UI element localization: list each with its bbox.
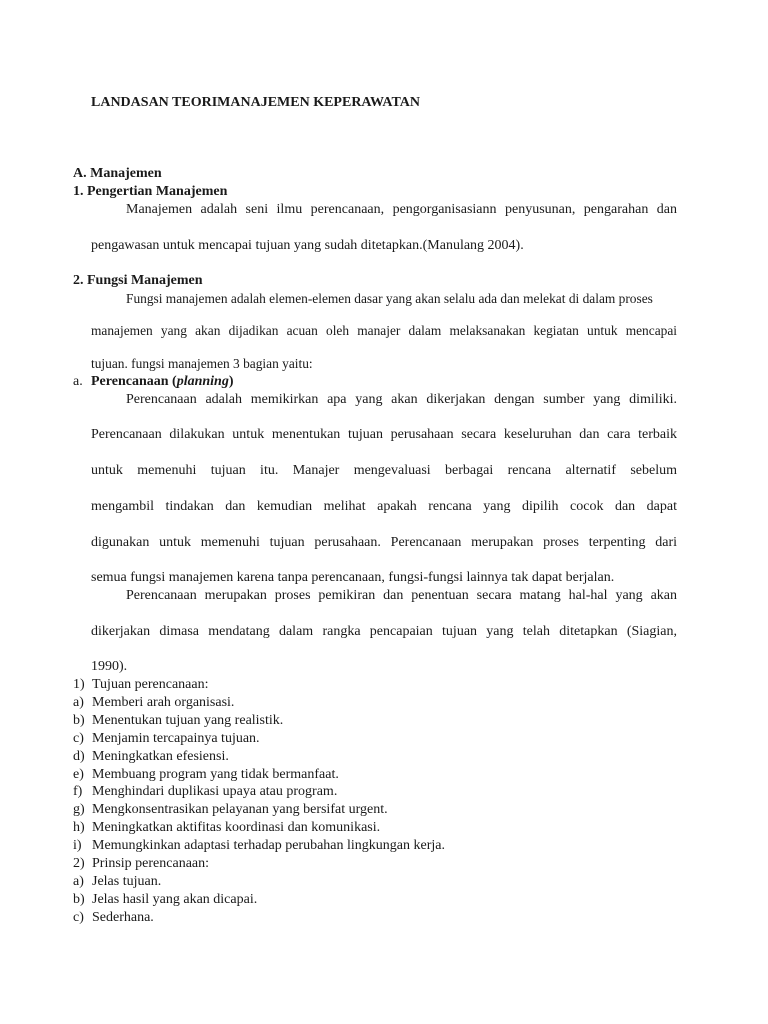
- paragraph-4-line-3: 1990).: [91, 659, 128, 674]
- subheading-1: 1. Pengertian Manajemen: [73, 184, 228, 199]
- document-title: LANDASAN TEORIMANAJEMEN KEPERAWATAN: [91, 95, 421, 110]
- paragraph-3-line-4: mengambil tindakan dan kemudian melihat apakah rencana yang dipilih cocok dan dapat: [91, 499, 677, 514]
- list-item-text: Jelas hasil yang akan dicapai.: [92, 892, 258, 907]
- list-item-label: 2): [73, 856, 85, 871]
- item-a-title: [91, 373, 234, 391]
- item-a-title-italic: planning: [176, 374, 229, 389]
- list-item-text: Memungkinkan adaptasi terhadap perubahan lingkungan kerja.: [92, 838, 445, 853]
- list-item-text: Menghindari duplikasi upaya atau program.: [92, 784, 338, 799]
- paragraph-3-line-3: untuk memenuhi tujuan itu. Manajer mengevaluasi berbagai rencana alternatif sebelum: [91, 463, 677, 478]
- list-item-text: Meningkatkan efesiensi.: [92, 749, 229, 764]
- item-a-label: a.: [73, 374, 83, 389]
- subheading-2: 2. Fungsi Manajemen: [73, 273, 203, 288]
- list-item-text: Memberi arah organisasi.: [92, 695, 235, 710]
- list-item-label: c): [73, 731, 84, 746]
- list-item-text: Jelas tujuan.: [92, 874, 162, 889]
- list-item-label: g): [73, 802, 85, 817]
- section-heading-a: A. Manajemen: [73, 166, 162, 181]
- paragraph-2-line-1: Fungsi manajemen adalah elemen-elemen dasar yang akan selalu ada dan melekat di dalam proses: [126, 291, 653, 306]
- list-item-text: Membuang program yang tidak bermanfaat.: [92, 767, 339, 782]
- list-item-text: Sederhana.: [92, 910, 154, 925]
- item-a-title-text: Perencanaan (: [91, 374, 177, 389]
- paragraph-3-line-6: semua fungsi manajemen karena tanpa perencanaan, fungsi-fungsi lainnya tak dapat berjalan.: [91, 570, 615, 585]
- paragraph-3-line-1: Perencanaan adalah memikirkan apa yang akan dikerjakan dengan sumber yang dimiliki.: [126, 392, 677, 407]
- paragraph-1-line-2: pengawasan untuk mencapai tujuan yang sudah ditetapkan.(Manulang 2004).: [91, 238, 524, 253]
- paragraph-2-line-2: manajemen yang akan dijadikan acuan oleh manajer dalam melaksanakan kegiatan untuk mencapai: [91, 323, 677, 338]
- paragraph-3-line-5: digunakan untuk memenuhi tujuan perusahaan. Perencanaan merupakan proses terpenting dari: [91, 535, 677, 550]
- paragraph-3-line-2: Perencanaan dilakukan untuk menentukan tujuan perusahaan secara keseluruhan dan cara terbaik: [91, 427, 677, 442]
- list-item-text: Mengkonsentrasikan pelayanan yang bersifat urgent.: [92, 802, 388, 817]
- list-item-label: i): [73, 838, 82, 853]
- paragraph-4-line-1: Perencanaan merupakan proses pemikiran dan penentuan secara matang hal-hal yang akan: [126, 588, 677, 603]
- list-item-label: b): [73, 892, 85, 907]
- list-item-label: d): [73, 749, 85, 764]
- list-item-text: Tujuan perencanaan:: [92, 677, 209, 692]
- list-item-label: b): [73, 713, 85, 728]
- paragraph-2-line-3: tujuan. fungsi manajemen 3 bagian yaitu:: [91, 356, 313, 371]
- list-item-label: e): [73, 767, 84, 782]
- paragraph-4-line-2: dikerjakan dimasa mendatang dalam rangka pencapaian tujuan yang telah ditetapkan (Siagian,: [91, 624, 677, 639]
- list-item-text: Menentukan tujuan yang realistik.: [92, 713, 284, 728]
- list-item-label: a): [73, 874, 84, 889]
- item-a-title-end: ): [228, 374, 234, 389]
- list-item-text: Prinsip perencanaan:: [92, 856, 210, 871]
- list-item-label: a): [73, 695, 84, 710]
- list-item-label: h): [73, 820, 85, 835]
- list-item-text: Meningkatkan aktifitas koordinasi dan komunikasi.: [92, 820, 381, 835]
- list-item-label: 1): [73, 677, 85, 692]
- list-item-label: c): [73, 910, 84, 925]
- list-item-text: Menjamin tercapainya tujuan.: [92, 731, 260, 746]
- paragraph-1-line-1: Manajemen adalah seni ilmu perencanaan, pengorganisasiann penyusunan, pengarahan dan: [126, 202, 677, 217]
- list-item-label: f): [73, 784, 83, 799]
